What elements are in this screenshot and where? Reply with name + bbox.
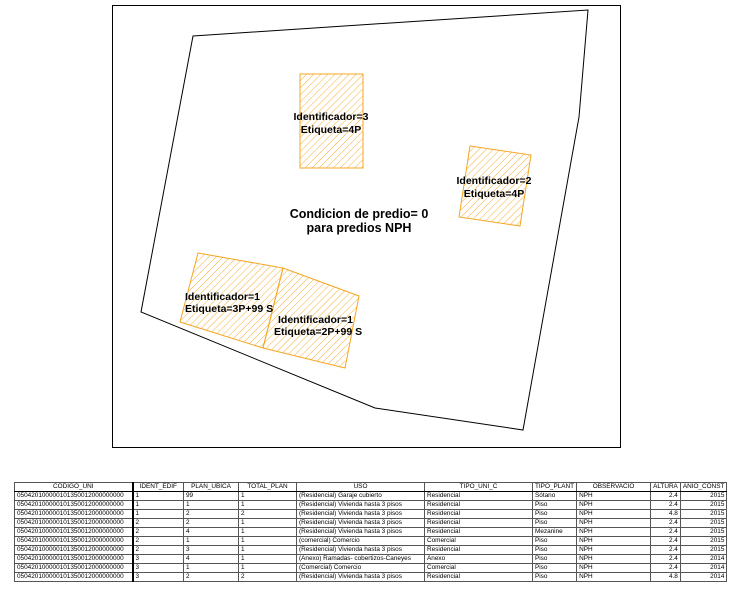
table-cell-observacio: NPH bbox=[577, 564, 651, 573]
table-cell-uso: (Residencial) Vivienda hasta 3 pisos bbox=[297, 546, 425, 555]
table-cell-plan-ubica: 4 bbox=[184, 528, 239, 537]
table-cell-tipo-uni-c: Residencial bbox=[425, 546, 533, 555]
table-row[interactable] bbox=[15, 519, 727, 528]
table-cell-ident-edif: 3 bbox=[133, 555, 184, 564]
table-cell-codigo-uni: 050420100000101350012000000000 bbox=[15, 528, 133, 537]
table-cell-anio-const: 2015 bbox=[680, 537, 727, 546]
table-cell-total-plan: 1 bbox=[239, 519, 297, 528]
table-cell-plan-ubica: 1 bbox=[184, 564, 239, 573]
table-cell-tipo-plant: Mezanine bbox=[533, 528, 577, 537]
column-header-uso[interactable]: USO bbox=[297, 483, 425, 492]
table-cell-tipo-plant: Sótano bbox=[533, 492, 577, 501]
column-header-plan-ubica[interactable]: PLAN_UBICA bbox=[184, 483, 239, 492]
column-header-ident-edif[interactable]: IDENT_EDIF bbox=[133, 483, 184, 492]
table-cell-codigo-uni: 050420100000101350012000000000 bbox=[15, 546, 133, 555]
table-cell-anio-const: 2014 bbox=[680, 555, 727, 564]
table-cell-plan-ubica: 1 bbox=[184, 501, 239, 510]
table-cell-observacio: NPH bbox=[577, 510, 651, 519]
table-cell-altura: 2.4 bbox=[651, 528, 681, 537]
table-cell-tipo-plant: Piso bbox=[533, 519, 577, 528]
table-header-row bbox=[15, 483, 727, 492]
building-2-id-label: Identificador=2 bbox=[456, 175, 532, 187]
column-header-total-plan[interactable]: TOTAL_PLAN bbox=[239, 483, 297, 492]
table-cell-anio-const: 2015 bbox=[680, 546, 727, 555]
table-cell-ident-edif: 3 bbox=[133, 564, 184, 573]
column-header-tipo-plant[interactable]: TIPO_PLANT bbox=[533, 483, 577, 492]
table-cell-ident-edif: 2 bbox=[133, 528, 184, 537]
table-cell-total-plan: 1 bbox=[239, 537, 297, 546]
table-cell-tipo-uni-c: Residencial bbox=[425, 528, 533, 537]
table-cell-plan-ubica: 2 bbox=[184, 510, 239, 519]
building-1a-id-label: Identificador=1 bbox=[185, 291, 260, 303]
table-cell-plan-ubica: 2 bbox=[184, 519, 239, 528]
table-cell-tipo-plant: Piso bbox=[533, 510, 577, 519]
table-cell-altura: 4.8 bbox=[651, 573, 681, 582]
table-cell-ident-edif: 2 bbox=[133, 519, 184, 528]
table-cell-tipo-uni-c: Residencial bbox=[425, 501, 533, 510]
table-cell-tipo-uni-c: Residencial bbox=[425, 492, 533, 501]
table-cell-observacio: NPH bbox=[577, 501, 651, 510]
table-cell-altura: 2.4 bbox=[651, 501, 681, 510]
table-cell-codigo-uni: 050420100000101350012000000000 bbox=[15, 510, 133, 519]
table-cell-observacio: NPH bbox=[577, 519, 651, 528]
table-cell-codigo-uni: 050420100000101350012000000000 bbox=[15, 501, 133, 510]
table-cell-altura: 2.4 bbox=[651, 546, 681, 555]
table-cell-tipo-plant: Piso bbox=[533, 573, 577, 582]
table-cell-tipo-uni-c: Anexo bbox=[425, 555, 533, 564]
table-cell-total-plan: 2 bbox=[239, 510, 297, 519]
attribute-table bbox=[14, 482, 727, 582]
table-cell-altura: 2.4 bbox=[651, 519, 681, 528]
table-row[interactable] bbox=[15, 510, 727, 519]
table-cell-total-plan: 1 bbox=[239, 546, 297, 555]
table-cell-tipo-uni-c: Residencial bbox=[425, 573, 533, 582]
table-cell-codigo-uni: 050420100000101350012000000000 bbox=[15, 519, 133, 528]
column-header-codigo-uni[interactable]: CODIGO_UNI bbox=[15, 483, 133, 492]
table-cell-observacio: NPH bbox=[577, 537, 651, 546]
table-cell-anio-const: 2015 bbox=[680, 492, 727, 501]
table-cell-ident-edif: 2 bbox=[133, 546, 184, 555]
table-cell-anio-const: 2015 bbox=[680, 519, 727, 528]
column-header-tipo-uni-c[interactable]: TIPO_UNI_C bbox=[425, 483, 533, 492]
table-cell-observacio: NPH bbox=[577, 492, 651, 501]
table-row[interactable] bbox=[15, 564, 727, 573]
building-1a-tag-label: Etiqueta=3P+99 S bbox=[185, 303, 274, 315]
table-cell-tipo-plant: Piso bbox=[533, 564, 577, 573]
table-cell-uso: (comercial) Comercio bbox=[297, 537, 425, 546]
table-cell-uso: (Residencial) Vivienda hasta 3 pisos bbox=[297, 573, 425, 582]
table-cell-codigo-uni: 050420100000101350012000000000 bbox=[15, 564, 133, 573]
table-cell-altura: 2.4 bbox=[651, 564, 681, 573]
table-cell-anio-const: 2015 bbox=[680, 501, 727, 510]
table-cell-tipo-uni-c: Comercial bbox=[425, 537, 533, 546]
table-cell-total-plan: 1 bbox=[239, 501, 297, 510]
table-cell-tipo-uni-c: Comercial bbox=[425, 564, 533, 573]
table-cell-plan-ubica: 3 bbox=[184, 546, 239, 555]
table-cell-anio-const: 2014 bbox=[680, 564, 727, 573]
map-title-line1: Condicion de predio= 0 bbox=[289, 207, 429, 221]
table-row[interactable] bbox=[15, 528, 727, 537]
table-cell-ident-edif: 3 bbox=[133, 573, 184, 582]
table-cell-uso: (Residencial) Vivienda hasta 3 pisos bbox=[297, 501, 425, 510]
table-cell-uso: (Residencial) Vivienda hasta 3 pisos bbox=[297, 519, 425, 528]
table-cell-anio-const: 2015 bbox=[680, 510, 727, 519]
table-cell-uso: (Residencial) Vivienda hasta 3 pisos bbox=[297, 528, 425, 537]
table-cell-uso: (Residencial) Garaje cubierto bbox=[297, 492, 425, 501]
building-1b-tag-label: Etiqueta=2P+99 S bbox=[274, 326, 363, 338]
column-header-anio-const[interactable]: ANIO_CONST bbox=[680, 483, 727, 492]
table-row[interactable] bbox=[15, 573, 727, 582]
table-cell-total-plan: 1 bbox=[239, 492, 297, 501]
parcel-map bbox=[113, 6, 622, 449]
table-cell-total-plan: 1 bbox=[239, 528, 297, 537]
map-title-line2: para predios NPH bbox=[306, 221, 412, 235]
table-cell-codigo-uni: 050420100000101350012000000000 bbox=[15, 537, 133, 546]
building-1b-id-label: Identificador=1 bbox=[278, 314, 353, 326]
table-cell-anio-const: 2015 bbox=[680, 528, 727, 537]
table-cell-uso: (Anexo) Ramadas- cobertizos-Caneyes bbox=[297, 555, 425, 564]
table-cell-altura: 2.4 bbox=[651, 537, 681, 546]
table-cell-uso: (Comercial) Comercio bbox=[297, 564, 425, 573]
table-row[interactable] bbox=[15, 537, 727, 546]
table-cell-uso: (Residencial) Vivienda hasta 3 pisos bbox=[297, 510, 425, 519]
building-2-tag-label: Etiqueta=4P bbox=[463, 188, 525, 200]
table-cell-codigo-uni: 050420100000101350012000000000 bbox=[15, 573, 133, 582]
table-cell-ident-edif: 1 bbox=[133, 492, 184, 501]
table-cell-observacio: NPH bbox=[577, 546, 651, 555]
table-cell-plan-ubica: 4 bbox=[184, 555, 239, 564]
building-3-tag-label: Etiqueta=4P bbox=[300, 124, 362, 136]
table-cell-observacio: NPH bbox=[577, 573, 651, 582]
table-row[interactable] bbox=[15, 501, 727, 510]
table-cell-ident-edif: 2 bbox=[133, 537, 184, 546]
table-cell-codigo-uni: 050420100000101350012000000000 bbox=[15, 492, 133, 501]
table-cell-tipo-plant: Piso bbox=[533, 546, 577, 555]
table-cell-observacio: NPH bbox=[577, 555, 651, 564]
table-cell-ident-edif: 1 bbox=[133, 501, 184, 510]
table-cell-total-plan: 1 bbox=[239, 564, 297, 573]
table-cell-ident-edif: 1 bbox=[133, 510, 184, 519]
table-row[interactable] bbox=[15, 492, 727, 501]
building-3-id-label: Identificador=3 bbox=[293, 111, 369, 123]
table-cell-plan-ubica: 1 bbox=[184, 537, 239, 546]
table-cell-tipo-plant: Piso bbox=[533, 501, 577, 510]
table-cell-altura: 4.8 bbox=[651, 510, 681, 519]
map-frame bbox=[112, 5, 621, 448]
table-cell-altura: 2.4 bbox=[651, 555, 681, 564]
table-row[interactable] bbox=[15, 546, 727, 555]
table-cell-tipo-plant: Piso bbox=[533, 555, 577, 564]
table-cell-tipo-plant: Piso bbox=[533, 537, 577, 546]
table-cell-tipo-uni-c: Residencial bbox=[425, 519, 533, 528]
table-cell-anio-const: 2014 bbox=[680, 573, 727, 582]
table-row[interactable] bbox=[15, 555, 727, 564]
table-cell-codigo-uni: 050420100000101350012000000000 bbox=[15, 555, 133, 564]
table-cell-plan-ubica: 99 bbox=[184, 492, 239, 501]
table-cell-plan-ubica: 2 bbox=[184, 573, 239, 582]
table-cell-total-plan: 2 bbox=[239, 573, 297, 582]
table-cell-altura: 2.4 bbox=[651, 492, 681, 501]
table-cell-tipo-uni-c: Residencial bbox=[425, 510, 533, 519]
table-cell-observacio: NPH bbox=[577, 528, 651, 537]
column-header-observacio[interactable]: OBSERVACIO bbox=[577, 483, 651, 492]
table-cell-total-plan: 1 bbox=[239, 555, 297, 564]
column-header-altura[interactable]: ALTURA bbox=[651, 483, 681, 492]
